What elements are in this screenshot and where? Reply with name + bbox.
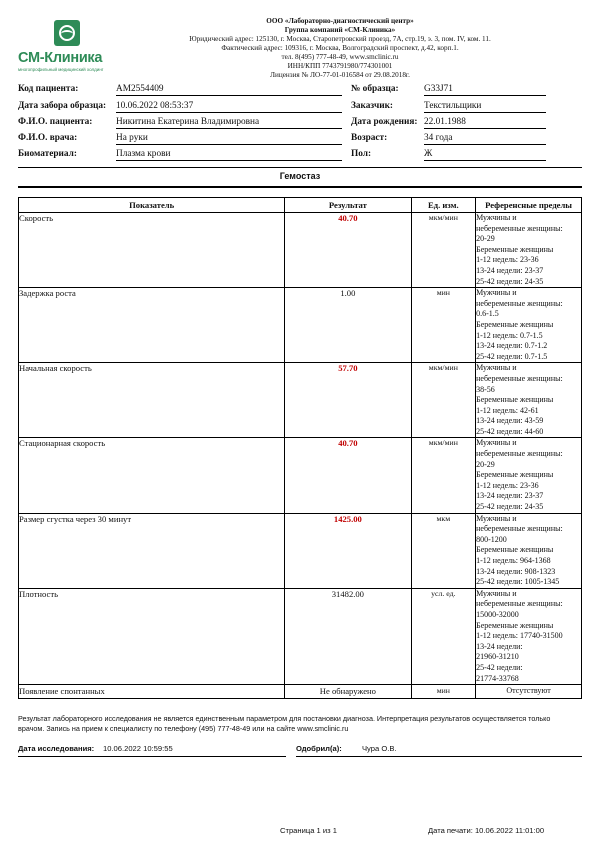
result-value: Не обнаружено [285, 685, 411, 699]
reference-range [476, 588, 582, 684]
result-value: 31482.00 [285, 588, 411, 684]
print-date: Дата печати: 10.06.2022 11:01:00 [428, 826, 545, 835]
section-title: Гемостаз [279, 171, 321, 181]
reference-line: Беременные женщины [476, 244, 554, 254]
parameter-name: Стационарная скорость [19, 438, 285, 513]
table-row [19, 513, 582, 588]
reference-line: Мужчины и [476, 213, 517, 222]
age-label: Возраст: [351, 133, 388, 143]
patient-name-label: Ф.И.О. пациента: [18, 117, 93, 127]
reference-line: 13-24 недели: 908-1323 [476, 566, 556, 576]
reference-line: 1-12 недель: 964-1368 [476, 556, 551, 565]
unit: мкм/мин [411, 213, 476, 288]
reference-line: 1-12 недель: 23-36 [476, 480, 539, 490]
clinic-logo-tagline: многопрофильный медицинский холдинг [18, 67, 104, 72]
reference-line: 25-42 недели: 1005-1345 [476, 577, 560, 587]
page-number: Страница 1 из 1 [280, 826, 337, 835]
sample-date: 10.06.2022 08:53:37 [116, 101, 342, 113]
approved-label: Одобрил(а): [296, 744, 342, 753]
reference-line: 800-1200 [476, 534, 507, 544]
parameter-name: Задержка роста [19, 288, 285, 363]
reference-range [476, 288, 582, 363]
col-header-reference: Референсные пределы [476, 198, 582, 213]
org-name: ООО «Лабораторно-диагностический центр» [266, 17, 414, 25]
approved-by: Чура О.В. [362, 744, 397, 753]
reference-line: 25-42 недели: 44-60 [476, 426, 544, 436]
result-value: 40.70 [285, 213, 411, 288]
age: 34 года [424, 133, 546, 145]
sample-number-label: № образца: [351, 84, 399, 94]
table-row [19, 588, 582, 684]
table-row [19, 288, 582, 363]
reference-line: Беременные женщины [476, 319, 554, 329]
table-row [19, 438, 582, 513]
reference-range [476, 363, 582, 438]
parameter-name: Начальная скорость [19, 363, 285, 438]
customer-label: Заказчик: [351, 101, 394, 111]
reference-line: небеременные женщины: [476, 524, 563, 534]
reference-line: небеременные женщины: [476, 373, 563, 383]
study-date: 10.06.2022 10:59:55 [103, 744, 173, 753]
reference-line: 13-24 недели: [476, 641, 523, 651]
reference-line: 1-12 недель: 42-61 [476, 405, 539, 415]
clinic-logo-icon [54, 20, 80, 46]
reference-range [476, 685, 582, 699]
unit: мин [411, 288, 476, 363]
org-group: Группа компаний «СМ-Клиника» [284, 26, 396, 34]
reference-line: Отсутствуют [506, 686, 551, 696]
patient-code: АМ2554409 [116, 84, 342, 96]
reference-range [476, 213, 582, 288]
org-header [100, 17, 580, 80]
study-date-underline [18, 756, 286, 757]
reference-line: 21960-31210 [476, 652, 519, 662]
unit: мкм [411, 513, 476, 588]
reference-line: небеременные женщины: [476, 298, 563, 308]
result-value: 1425.00 [285, 513, 411, 588]
doctor-label: Ф.И.О. врача: [18, 133, 78, 143]
table-row [19, 685, 582, 699]
reference-line: 25-42 недели: 24-35 [476, 276, 544, 286]
reference-line: Беременные женщины [476, 470, 554, 480]
col-header-unit: Ед. изм. [411, 198, 476, 213]
parameter-name: Плотность [19, 588, 285, 684]
reference-line: 0.6-1.5 [476, 309, 499, 319]
col-header-result: Результат [285, 198, 411, 213]
reference-line: Мужчины и [476, 588, 517, 598]
reference-range [476, 438, 582, 513]
reference-line: Беременные женщины [476, 395, 554, 405]
reference-line: Беременные женщины [476, 620, 554, 630]
reference-line: 25-42 недели: 24-35 [476, 502, 544, 512]
reference-line: 20-29 [476, 459, 495, 469]
parameter-name: Появление спонтанных [19, 685, 285, 699]
reference-line: 21774-33768 [476, 673, 519, 683]
org-inn: ИНН/КПП 7743791980/774301001 [287, 62, 393, 70]
sex-label: Пол: [351, 149, 372, 159]
reference-line: Мужчины и [476, 513, 517, 523]
result-value: 1.00 [285, 288, 411, 363]
table-row [19, 363, 582, 438]
reference-line: Мужчины и [476, 288, 517, 298]
birth-date-label: Дата рождения: [351, 117, 418, 127]
sex: Ж [424, 149, 546, 161]
reference-line: 13-24 недели: 43-59 [476, 416, 544, 426]
table-header-row [19, 198, 582, 213]
reference-line: 38-56 [476, 384, 495, 394]
reference-line: 1-12 недель: 17740-31500 [476, 631, 563, 641]
results-table [18, 197, 582, 699]
patient-name: Никитина Екатерина Владимировна [116, 117, 342, 129]
doctor-name: На руки [116, 133, 342, 145]
reference-line: 1-12 недель: 0.7-1.5 [476, 330, 543, 340]
table-row [19, 213, 582, 288]
result-value: 40.70 [285, 438, 411, 513]
birth-date: 22.01.1988 [424, 117, 546, 129]
result-value: 57.70 [285, 363, 411, 438]
org-legal-address: Юридический адрес: 125130, г. Москва, Старопетровский проезд, 7А, стр.19, э. 3, пом. IV, ком. 11. [189, 35, 491, 43]
reference-line: Мужчины и [476, 438, 517, 448]
reference-line: 13-24 недели: 0.7-1.2 [476, 341, 548, 351]
org-contacts: тел. 8(495) 777-48-49, www.smclinic.ru [281, 53, 399, 61]
clinic-logo-name: СМ-Клиника [18, 50, 103, 66]
reference-line: 25-42 недели: 0.7-1.5 [476, 351, 548, 361]
reference-line: небеременные женщины: [476, 223, 563, 233]
patient-code-label: Код пациента: [18, 84, 79, 94]
reference-line: небеременные женщины: [476, 449, 563, 459]
reference-line: 1-12 недель: 23-36 [476, 255, 539, 265]
unit: мин [411, 685, 476, 699]
unit: усл. ед. [411, 588, 476, 684]
reference-line: 13-24 недели: 23-37 [476, 265, 544, 275]
biomaterial-label: Биоматериал: [18, 149, 77, 159]
col-header-parameter: Показатель [19, 198, 285, 213]
biomaterial: Плазма крови [116, 149, 342, 161]
org-actual-address: Фактический адрес: 109316, г. Москва, Волгоградский проспект, д.42, корп.1. [221, 44, 459, 52]
unit: мкм/мин [411, 363, 476, 438]
reference-line: 20-29 [476, 234, 495, 244]
org-license: Лицензия № ЛО-77-01-016584 от 29.08.2018г. [270, 71, 410, 79]
parameter-name: Скорость [19, 213, 285, 288]
customer: Текстильщики [424, 101, 546, 113]
reference-line: Беременные женщины [476, 545, 554, 555]
reference-line: 25-42 недели: [476, 662, 523, 672]
sample-number: G33J71 [424, 84, 546, 96]
divider-bottom [18, 186, 582, 188]
parameter-name: Размер сгустка через 30 минут [19, 513, 285, 588]
approved-underline [296, 756, 582, 757]
reference-range [476, 513, 582, 588]
divider-top [18, 167, 582, 168]
reference-line: 15000-32000 [476, 609, 519, 619]
reference-line: 13-24 недели: 23-37 [476, 491, 544, 501]
reference-line: Мужчины и [476, 363, 517, 373]
unit: мкм/мин [411, 438, 476, 513]
sample-date-label: Дата забора образца: [18, 101, 107, 111]
disclaimer-note: Результат лабораторного исследования не является единственным параметром для постановки диагноза. Интерпретация результатов осуществляется только врачом. Запись на прием к специалисту по телефону (495) 777-48-49 или на сайте www.smclinic.ru [18, 714, 551, 733]
study-date-label: Дата исследования: [18, 744, 95, 753]
reference-line: небеременные женщины: [476, 599, 563, 609]
